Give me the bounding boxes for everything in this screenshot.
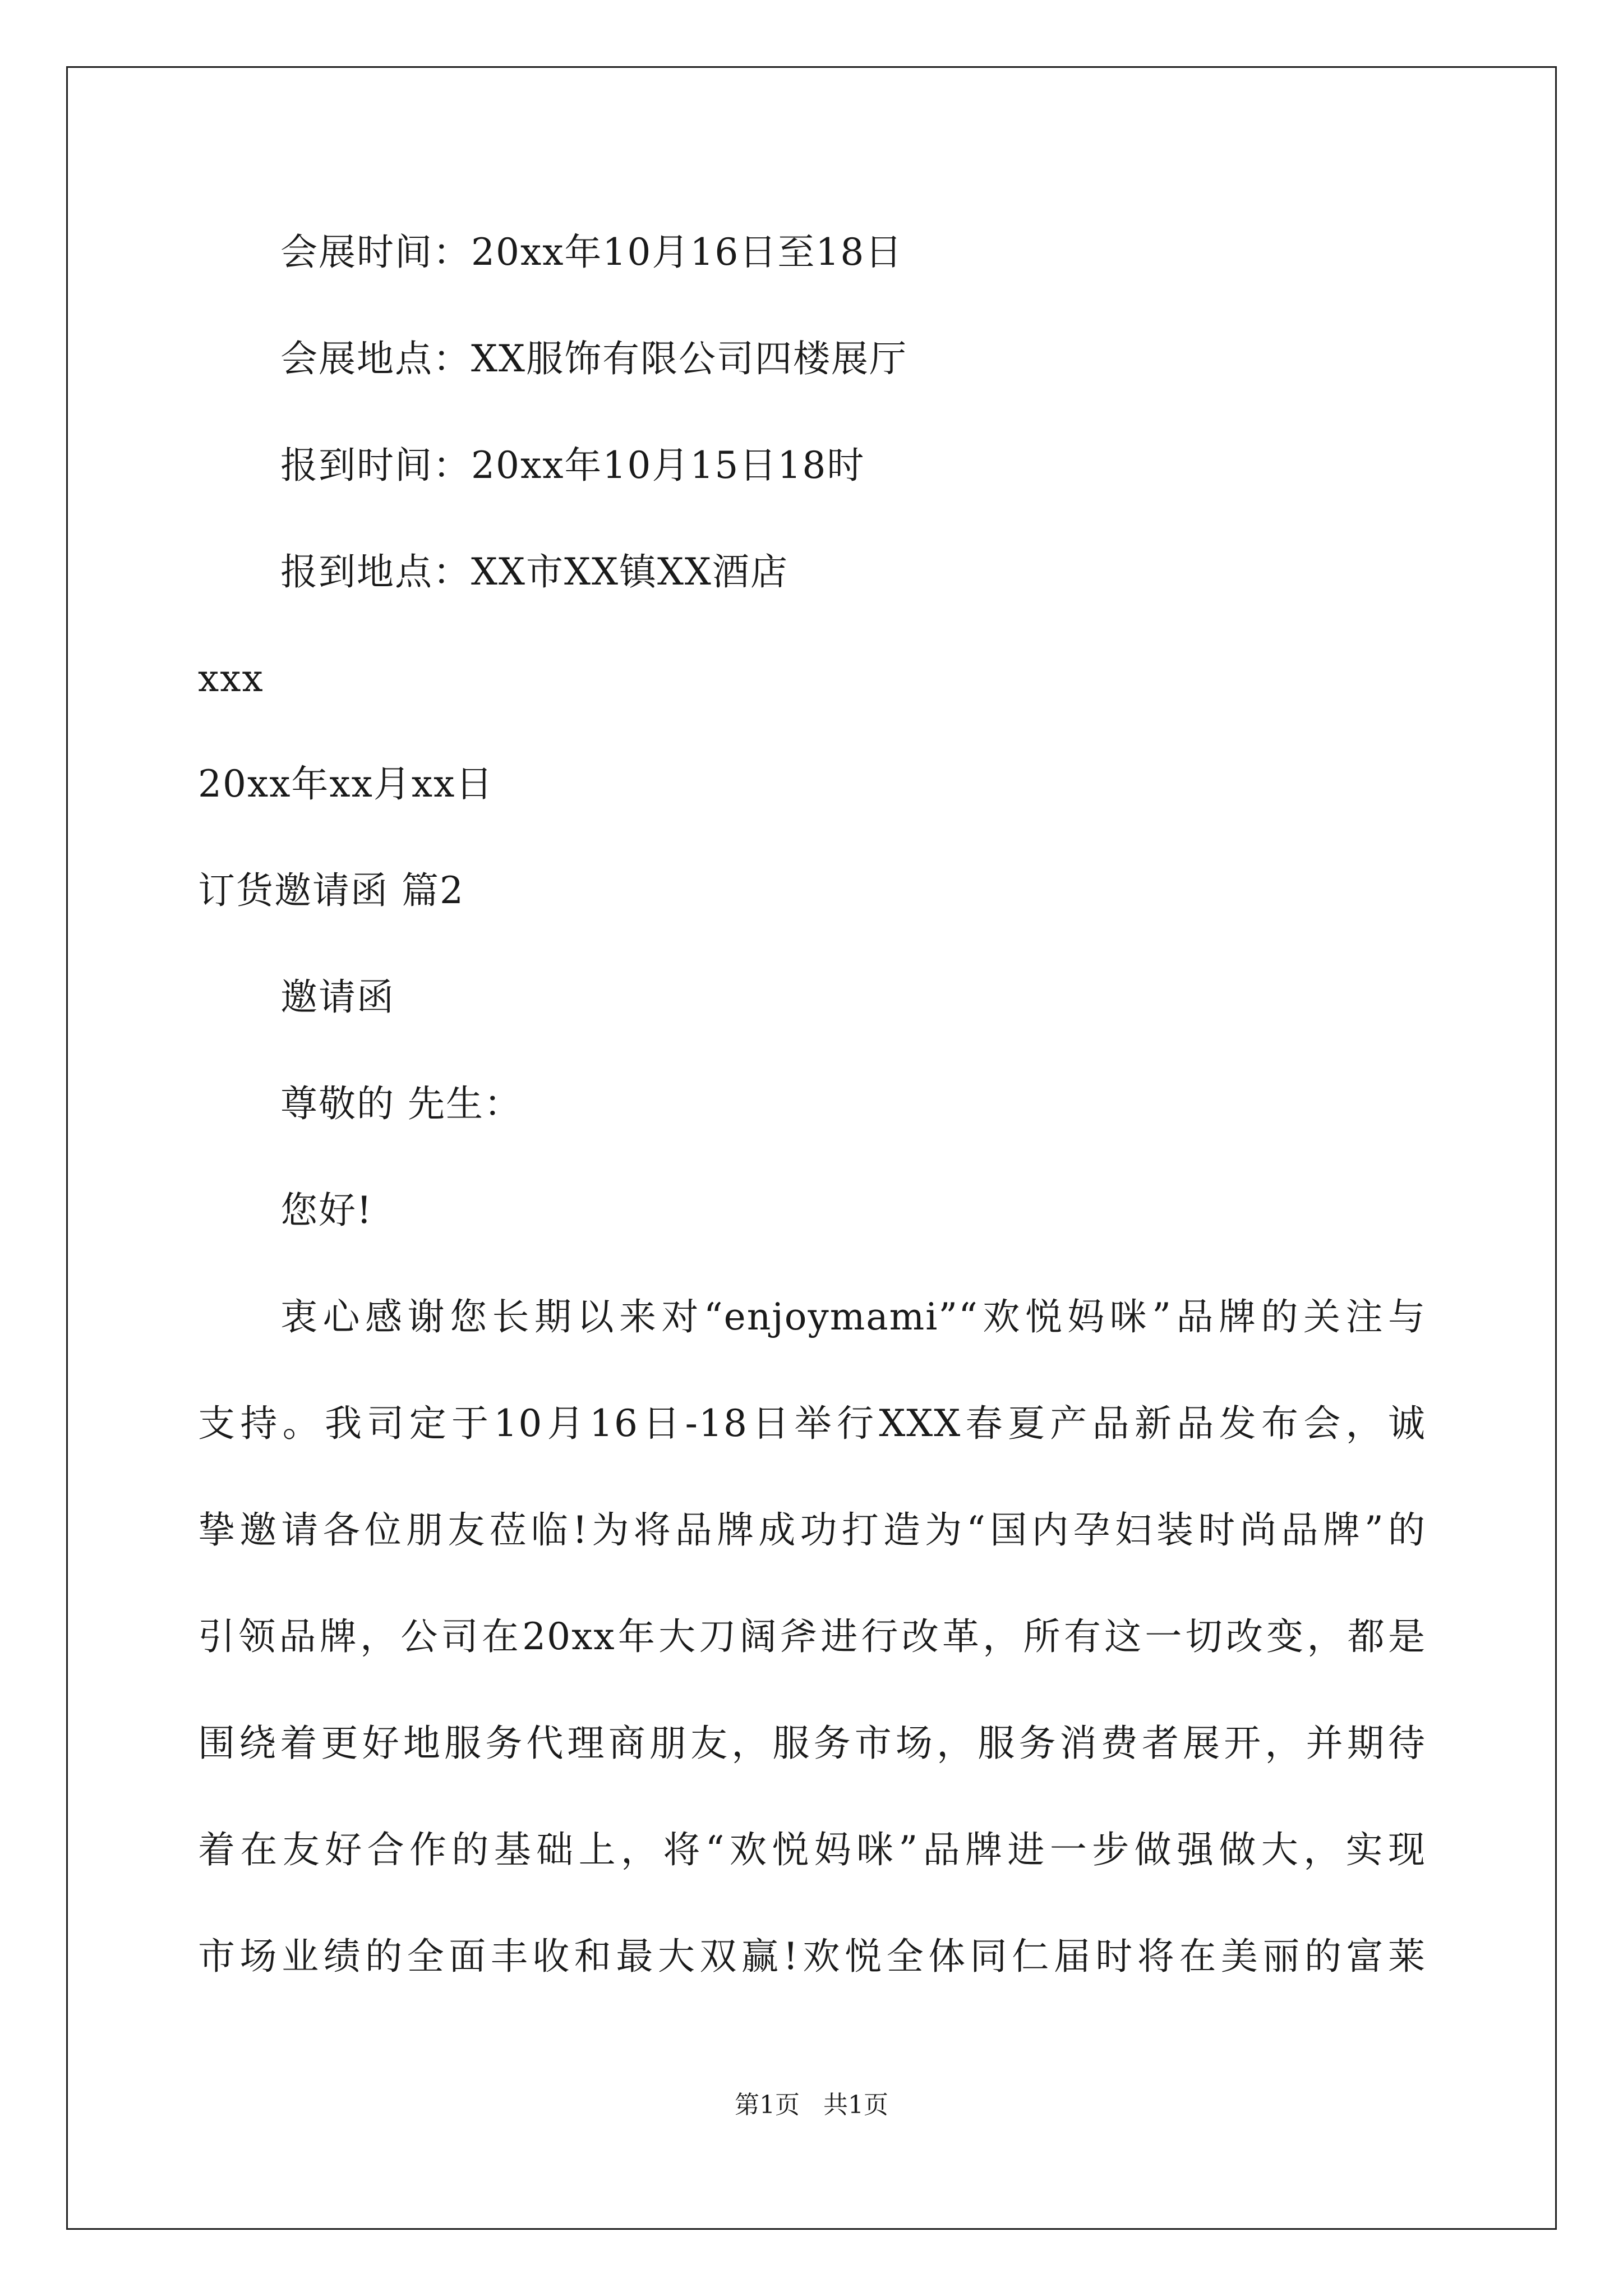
section-title: 订货邀请函 篇2 [198, 869, 464, 912]
exhibition-location-line: 会展地点：XX服饰有限公司四楼展厅 [280, 337, 907, 380]
body-line-5: 围绕着更好地服务代理商朋友，服务市场，服务消费者展开，并期待 [198, 1722, 1426, 1765]
letter-salutation: 尊敬的 先生： [280, 1082, 522, 1125]
body-line-7: 市场业绩的全面丰收和最大双赢!欢悦全体同仁届时将在美丽的富莱 [198, 1935, 1426, 1978]
body-line-2: 支持。我司定于10月16日-18日举行XXX春夏产品新品发布会，诚 [198, 1402, 1426, 1445]
letter-greeting: 您好! [280, 1189, 373, 1232]
signature-name: xxx [198, 657, 264, 700]
body-line-4: 引领品牌，公司在20xx年大刀阔斧进行改革，所有这一切改变，都是 [198, 1615, 1426, 1658]
letter-heading: 邀请函 [280, 976, 395, 1019]
body-line-3: 挚邀请各位朋友莅临!为将品牌成功打造为“国内孕妇装时尚品牌”的 [198, 1508, 1426, 1552]
checkin-time-line: 报到时间：20xx年10月15日18时 [280, 444, 865, 487]
exhibition-time-line: 会展时间：20xx年10月16日至18日 [280, 231, 903, 274]
page-border [66, 66, 1557, 2230]
signature-date: 20xx年xx月xx日 [198, 762, 494, 806]
checkin-location-line: 报到地点：XX市XX镇XX酒店 [280, 550, 789, 593]
page-number-footer: 第1页 共1页 [735, 2091, 888, 2119]
body-line-6: 着在友好合作的基础上，将“欢悦妈咪”品牌进一步做强做大，实现 [198, 1828, 1426, 1871]
body-line-1: 衷心感谢您长期以来对“enjoymami”“欢悦妈咪”品牌的关注与 [280, 1295, 1426, 1338]
